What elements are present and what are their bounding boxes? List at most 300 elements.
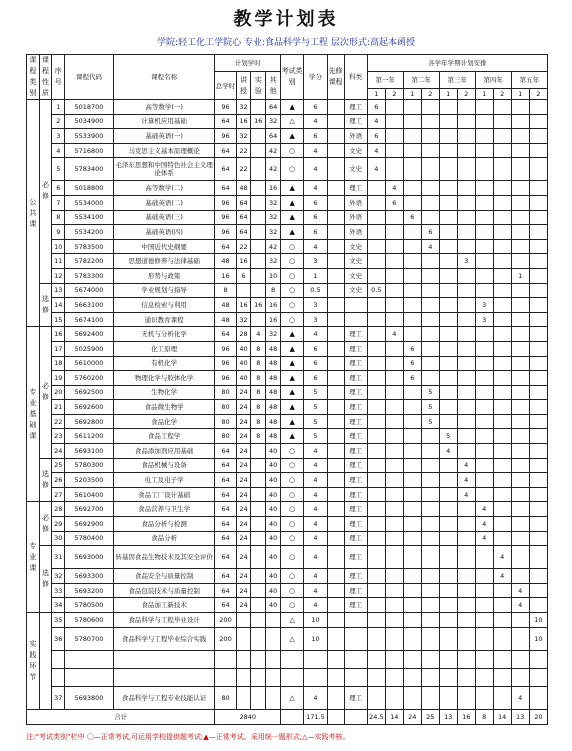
course-prereq [327, 195, 344, 210]
semester-value [529, 598, 547, 613]
course-prereq [327, 100, 344, 115]
semester-value [493, 114, 511, 129]
empty-cell [385, 650, 403, 668]
course-total-hours: 64 [215, 158, 236, 181]
course-prereq [327, 283, 344, 298]
exam-type: ▲ [281, 400, 304, 415]
course-prereq [327, 583, 344, 598]
course-name: 基础英语(二) [113, 195, 215, 210]
empty-cell [113, 668, 215, 686]
semester-value [529, 385, 547, 400]
semester-value [529, 210, 547, 225]
semester-value: 5 [421, 385, 439, 400]
course-subject: 理工 [344, 458, 367, 473]
course-subject: 文史 [344, 143, 367, 158]
course-total-hours: 80 [215, 414, 236, 429]
course-code: 5674100 [65, 312, 114, 327]
course-experiment-hours [251, 473, 266, 488]
empty-cell [281, 650, 304, 668]
course-name: 食品包装技术与质量控制 [113, 583, 215, 598]
table-row [27, 613, 548, 628]
table-row [27, 181, 548, 196]
semester-value [385, 371, 403, 386]
semester-value [367, 517, 385, 532]
semester-value [511, 225, 529, 240]
course-code: 5780400 [65, 531, 114, 546]
course-nature: 必修 [39, 502, 52, 546]
semester-value [511, 502, 529, 517]
course-total-hours: 64 [215, 239, 236, 254]
semester-value [439, 225, 457, 240]
exam-type: ○ [281, 487, 304, 502]
totals-semester: 14 [493, 709, 511, 724]
semester-value [493, 254, 511, 269]
course-code: 5782200 [65, 254, 114, 269]
course-name: 食品营养与卫生学 [113, 502, 215, 517]
semester-value: 4 [457, 473, 475, 488]
course-code: 5674000 [65, 283, 114, 298]
empty-cell [344, 668, 367, 686]
course-total-hours: 64 [215, 517, 236, 532]
semester-value [475, 686, 493, 709]
semester-value [457, 239, 475, 254]
table-row [27, 502, 548, 517]
table-row [27, 627, 548, 650]
semester-value [493, 129, 511, 144]
course-code: 5693800 [65, 686, 114, 709]
course-prereq [327, 458, 344, 473]
table-row [27, 414, 548, 429]
semester-value [475, 627, 493, 650]
semester-value [385, 569, 403, 584]
course-code: 5692600 [65, 400, 114, 415]
semester-value [511, 546, 529, 569]
semester-value [421, 268, 439, 283]
semester-value [403, 327, 421, 342]
course-subject: 外语 [344, 210, 367, 225]
course-seq: 9 [52, 225, 65, 240]
course-experiment-hours [251, 312, 266, 327]
course-category: 专业课 [27, 502, 40, 613]
course-other-hours: 40 [266, 487, 281, 502]
course-prereq [327, 312, 344, 327]
semester-value [421, 429, 439, 444]
semester-value [475, 473, 493, 488]
course-experiment-hours [251, 613, 266, 628]
course-seq: 3 [52, 129, 65, 144]
header-semester: 1 [403, 89, 421, 100]
course-lecture-hours: 22 [236, 239, 251, 254]
semester-value [385, 283, 403, 298]
semester-value [367, 181, 385, 196]
course-prereq [327, 473, 344, 488]
course-experiment-hours [251, 254, 266, 269]
level-value: 高起本函授 [369, 38, 415, 48]
course-lecture-hours: 22 [236, 143, 251, 158]
semester-value: 4 [493, 569, 511, 584]
course-prereq [327, 414, 344, 429]
course-lecture-hours: 32 [236, 129, 251, 144]
semester-value [529, 569, 547, 584]
course-name: 生物化学 [113, 385, 215, 400]
semester-value [457, 283, 475, 298]
semester-value: 5 [421, 400, 439, 415]
course-total-hours: 80 [215, 429, 236, 444]
table-row [27, 268, 548, 283]
table-row [27, 158, 548, 181]
course-credit: 4 [304, 327, 327, 342]
course-code: 5693000 [65, 546, 114, 569]
empty-cell [65, 650, 114, 668]
course-experiment-hours [251, 517, 266, 532]
course-credit: 4 [304, 458, 327, 473]
exam-type: ○ [281, 583, 304, 598]
table-row [27, 298, 548, 313]
semester-value [439, 100, 457, 115]
course-name: 食品分析 [113, 531, 215, 546]
course-credit: 0.5 [304, 283, 327, 298]
course-seq: 30 [52, 531, 65, 546]
course-prereq [327, 517, 344, 532]
semester-value [511, 114, 529, 129]
semester-value [385, 531, 403, 546]
header-semester: 1 [439, 89, 457, 100]
course-seq: 26 [52, 473, 65, 488]
semester-value [385, 312, 403, 327]
course-experiment-hours [251, 143, 266, 158]
course-name: 食品机械与设备 [113, 458, 215, 473]
course-other-hours: 8 [266, 283, 281, 298]
course-seq: 15 [52, 312, 65, 327]
semester-value [475, 210, 493, 225]
semester-value [385, 341, 403, 356]
semester-value [457, 444, 475, 459]
semester-value [385, 129, 403, 144]
semester-value [439, 487, 457, 502]
semester-value [475, 546, 493, 569]
semester-value [475, 569, 493, 584]
semester-value [439, 341, 457, 356]
level-label: 层次形式: [330, 38, 370, 48]
semester-value [493, 298, 511, 313]
course-code: 5780600 [65, 613, 114, 628]
table-row [27, 143, 548, 158]
semester-value [439, 473, 457, 488]
college-value: 轻工化工学院心 [178, 38, 242, 48]
semester-value [475, 158, 493, 181]
exam-type: △ [281, 627, 304, 650]
semester-value [511, 400, 529, 415]
semester-value [385, 239, 403, 254]
course-other-hours: 48 [266, 385, 281, 400]
course-other-hours [266, 613, 281, 628]
course-code: 5534200 [65, 225, 114, 240]
course-subject: 理工 [344, 473, 367, 488]
course-name: 电工及电子学 [113, 473, 215, 488]
semester-value [511, 385, 529, 400]
semester-value [529, 400, 547, 415]
semester-value [385, 158, 403, 181]
course-lecture-hours: 24 [236, 517, 251, 532]
semester-value [493, 487, 511, 502]
empty-cell [251, 650, 266, 668]
course-subject: 理工 [344, 517, 367, 532]
course-other-hours: 40 [266, 517, 281, 532]
semester-value: 0.5 [367, 283, 385, 298]
course-experiment-hours: 8 [251, 341, 266, 356]
course-subject: 理工 [344, 371, 367, 386]
course-subject: 文史 [344, 283, 367, 298]
course-prereq [327, 298, 344, 313]
course-name: 形势与政策 [113, 268, 215, 283]
course-seq: 14 [52, 298, 65, 313]
semester-value [475, 195, 493, 210]
semester-value: 3 [475, 312, 493, 327]
table-row [27, 195, 548, 210]
semester-value: 4 [421, 239, 439, 254]
semester-value [493, 473, 511, 488]
semester-value [421, 129, 439, 144]
course-other-hours: 40 [266, 546, 281, 569]
semester-value [385, 114, 403, 129]
semester-value [475, 613, 493, 628]
semester-value [511, 143, 529, 158]
empty-cell [327, 650, 344, 668]
course-seq: 17 [52, 341, 65, 356]
table-row [27, 487, 548, 502]
course-prereq [327, 341, 344, 356]
semester-value [367, 312, 385, 327]
course-credit: 6 [304, 371, 327, 386]
course-code: 5018700 [65, 100, 114, 115]
semester-value [367, 341, 385, 356]
course-credit: 4 [304, 569, 327, 584]
course-prereq [327, 254, 344, 269]
semester-value [511, 458, 529, 473]
course-subject: 文史 [344, 254, 367, 269]
semester-value [367, 583, 385, 598]
empty-cell [327, 668, 344, 686]
course-prereq [327, 356, 344, 371]
semester-value [493, 627, 511, 650]
semester-value [457, 143, 475, 158]
semester-value [529, 487, 547, 502]
course-seq: 16 [52, 327, 65, 342]
course-credit: 4 [304, 686, 327, 709]
course-experiment-hours [251, 129, 266, 144]
semester-value [403, 517, 421, 532]
header-semester: 2 [493, 89, 511, 100]
semester-value: 4 [367, 114, 385, 129]
semester-value [403, 414, 421, 429]
course-credit: 4 [304, 473, 327, 488]
semester-value [493, 583, 511, 598]
empty-cell [113, 650, 215, 668]
semester-value [403, 239, 421, 254]
semester-value [385, 225, 403, 240]
semester-value [511, 627, 529, 650]
course-code: 5693100 [65, 444, 114, 459]
course-name: 有机化学 [113, 356, 215, 371]
semester-value [421, 312, 439, 327]
semester-value [385, 546, 403, 569]
empty-cell [304, 650, 327, 668]
semester-value [439, 143, 457, 158]
semester-value [475, 283, 493, 298]
semester-value [457, 158, 475, 181]
course-seq: 5 [52, 158, 65, 181]
course-prereq [327, 429, 344, 444]
course-other-hours: 40 [266, 583, 281, 598]
semester-value [511, 327, 529, 342]
exam-type: ▲ [281, 195, 304, 210]
semester-value [421, 444, 439, 459]
course-lecture-hours: 24 [236, 444, 251, 459]
exam-type: ○ [281, 473, 304, 488]
semester-value [511, 444, 529, 459]
semester-value [439, 627, 457, 650]
header-semester: 1 [475, 89, 493, 100]
course-total-hours: 48 [215, 254, 236, 269]
empty-cell [511, 650, 529, 668]
plan-table-wrap [26, 54, 548, 721]
semester-value [511, 414, 529, 429]
empty-cell [65, 668, 114, 686]
totals-hours: 2840 [215, 709, 281, 724]
course-experiment-hours: 8 [251, 385, 266, 400]
course-lecture-hours: 24 [236, 583, 251, 598]
course-prereq [327, 686, 344, 709]
table-row [27, 668, 548, 686]
course-code: 5716800 [65, 143, 114, 158]
semester-value [475, 583, 493, 598]
course-total-hours: 64 [215, 502, 236, 517]
course-experiment-hours: 4 [251, 327, 266, 342]
semester-value [439, 298, 457, 313]
semester-value [439, 531, 457, 546]
header-nature: 课程性质 [39, 55, 52, 100]
course-total-hours: 96 [215, 356, 236, 371]
semester-value [457, 195, 475, 210]
semester-value [439, 356, 457, 371]
course-name: 马克思主义基本原理概论 [113, 143, 215, 158]
semester-value: 6 [403, 341, 421, 356]
course-seq: 1 [52, 100, 65, 115]
semester-value [529, 312, 547, 327]
semester-value [385, 517, 403, 532]
course-credit: 6 [304, 195, 327, 210]
course-total-hours: 64 [215, 473, 236, 488]
course-total-hours: 200 [215, 613, 236, 628]
course-subject: 理工 [344, 385, 367, 400]
semester-value [475, 385, 493, 400]
semester-value [529, 429, 547, 444]
semester-value [457, 686, 475, 709]
semester-value [421, 100, 439, 115]
semester-value [439, 371, 457, 386]
course-code: 5693200 [65, 583, 114, 598]
empty-cell [475, 668, 493, 686]
course-subject [344, 613, 367, 628]
semester-value [439, 129, 457, 144]
table-row [27, 341, 548, 356]
course-experiment-hours: 8 [251, 371, 266, 386]
semester-value [367, 613, 385, 628]
course-prereq [327, 627, 344, 650]
course-subject: 理工 [344, 114, 367, 129]
semester-value: 1 [511, 268, 529, 283]
header-semester: 1 [511, 89, 529, 100]
semester-value [403, 158, 421, 181]
semester-value [511, 531, 529, 546]
semester-value [529, 414, 547, 429]
table-row [27, 429, 548, 444]
course-lecture-hours: 48 [236, 181, 251, 196]
course-credit: 4 [304, 158, 327, 181]
semester-value [475, 181, 493, 196]
course-name: 物理化学与胶体化学 [113, 371, 215, 386]
course-lecture-hours: 16 [236, 298, 251, 313]
header-semester: 2 [529, 89, 547, 100]
course-subject: 理工 [344, 583, 367, 598]
course-prereq [327, 143, 344, 158]
course-seq: 33 [52, 583, 65, 598]
course-total-hours: 64 [215, 143, 236, 158]
semester-value [457, 385, 475, 400]
header-semester: 2 [385, 89, 403, 100]
course-seq: 28 [52, 502, 65, 517]
course-other-hours [266, 627, 281, 650]
empty-cell [493, 650, 511, 668]
exam-type: ○ [281, 254, 304, 269]
table-row [27, 210, 548, 225]
header-total-hours: 总学时 [215, 72, 236, 100]
course-lecture-hours: 40 [236, 341, 251, 356]
semester-value [439, 414, 457, 429]
semester-value [457, 312, 475, 327]
course-credit: 6 [304, 210, 327, 225]
semester-value [421, 181, 439, 196]
course-seq: 4 [52, 143, 65, 158]
totals-subject [344, 709, 367, 724]
course-other-hours: 40 [266, 473, 281, 488]
semester-value [493, 225, 511, 240]
course-prereq [327, 114, 344, 129]
course-subject [344, 627, 367, 650]
semester-value [385, 487, 403, 502]
course-nature: 必修 [39, 100, 52, 284]
course-prereq [327, 158, 344, 181]
semester-value [421, 356, 439, 371]
semester-value [511, 312, 529, 327]
course-code: 5692400 [65, 327, 114, 342]
totals-credit: 171.5 [304, 709, 327, 724]
course-lecture-hours: 64 [236, 225, 251, 240]
exam-type: ○ [281, 502, 304, 517]
course-experiment-hours [251, 458, 266, 473]
semester-value [529, 356, 547, 371]
course-code: 5780500 [65, 598, 114, 613]
course-credit: 10 [304, 627, 327, 650]
course-credit: 5 [304, 400, 327, 415]
semester-value [529, 129, 547, 144]
semester-value [385, 502, 403, 517]
course-lecture-hours: 32 [236, 100, 251, 115]
semester-value [421, 517, 439, 532]
course-name: 思想道德修养与法律基础 [113, 254, 215, 269]
semester-value: 4 [475, 517, 493, 532]
course-subject: 理工 [344, 502, 367, 517]
